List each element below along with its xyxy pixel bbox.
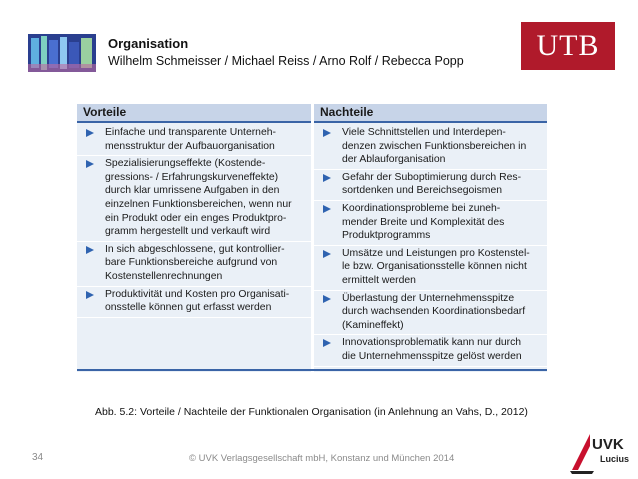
advantages-column <box>77 104 311 370</box>
advantage-item-line: gramm hergestellt und verkauft wird <box>105 226 271 238</box>
disadvantages-column <box>314 104 547 370</box>
disadvantage-item <box>314 335 547 366</box>
advantages-list <box>77 123 311 372</box>
advantage-item-line: In sich abgeschlossene, gut kontrollier- <box>105 243 285 255</box>
advantages-header: Vorteile <box>77 104 311 123</box>
org-thumbnail-icon <box>28 34 96 72</box>
disadvantage-item-line: Produktprogramms <box>342 230 431 242</box>
disadvantage-item-line: Viele Schnittstellen und Interdepen- <box>342 127 506 138</box>
advantage-item <box>77 242 311 287</box>
arrow-bullet-icon <box>86 246 94 254</box>
arrow-bullet-icon <box>86 291 94 299</box>
utb-logo: UTB <box>521 22 615 70</box>
figure-caption: Abb. 5.2: Vorteile / Nachteile der Funktionalen Organisation (in Anlehnung an Vahs, D., 2012) <box>95 406 528 418</box>
disadvantage-item-line: der Ablauforganisation <box>342 154 446 166</box>
disadvantage-item-line: (Kamineffekt) <box>342 319 404 331</box>
advantage-item-line: bare Funktionsbereiche aufgrund von <box>105 257 278 269</box>
advantage-item-line: durch klar umrissene Aufgaben in den <box>105 185 280 197</box>
lucius-logo-text: Lucius <box>600 454 630 464</box>
disadvantage-item <box>314 125 547 170</box>
advantage-item-line: Kostenstellenrechnungen <box>105 270 223 282</box>
arrow-bullet-icon <box>86 129 94 137</box>
arrow-bullet-icon <box>323 250 331 258</box>
copyright-footer: © UVK Verlagsgesellschaft mbH, Konstanz und München 2014 <box>189 453 455 464</box>
advantage-item <box>77 125 311 156</box>
disadvantage-item-line: Innovationsproblematik kann nur durch <box>342 337 522 349</box>
arrow-bullet-icon <box>323 339 331 347</box>
advantage-item-line: Spezialisierungseffekte (Kostende- <box>105 158 266 170</box>
page-number: 34 <box>32 452 44 463</box>
disadvantages-header: Nachteile <box>314 104 547 123</box>
disadvantage-item-line: Umsätze und Leistungen pro Kostenstel- <box>342 247 530 259</box>
arrow-bullet-icon <box>323 174 331 182</box>
disadvantage-item <box>314 170 547 201</box>
advantage-item-line: Produktivität und Kosten pro Organisati- <box>105 288 290 300</box>
advantage-item-line: onsstelle können gut erfasst werden <box>105 302 272 314</box>
disadvantage-item-line: Koordinationsprobleme bei zuneh- <box>342 202 501 214</box>
pros-cons-table <box>77 104 547 370</box>
disadvantage-item-line: Überlastung der Unternehmensspitze <box>342 292 515 304</box>
advantage-item-line: ein Produkt oder ein enges Produktpro- <box>105 212 287 224</box>
disadvantage-item-line: Gefahr der Suboptimierung durch Res- <box>342 171 522 183</box>
advantage-item <box>77 156 311 242</box>
presentation-title: Organisation <box>108 36 189 51</box>
advantage-item-line: gressions- / Erfahrungskurveneffekte) <box>105 171 279 183</box>
disadvantage-item <box>314 246 547 291</box>
disadvantage-item-line: mender Breite und Komplexität des <box>342 216 505 228</box>
advantage-item <box>77 287 311 318</box>
disadvantage-item-line: le bzw. Organisationsstelle können nicht <box>342 261 527 273</box>
uvk-logo-text: UVK <box>592 436 624 453</box>
disadvantage-item-line: durch wachsenden Koordinationsbedarf <box>342 306 526 318</box>
arrow-bullet-icon <box>323 129 331 137</box>
disadvantage-item-line: ermittelt werden <box>342 274 416 286</box>
table-bottom-rule <box>77 369 547 371</box>
disadvantage-item-line: denzen zwischen Funktionsbereichen in <box>342 140 527 152</box>
disadvantage-item-line: die Unternehmensspitze gelöst werden <box>342 350 522 362</box>
disadvantage-item <box>314 201 547 246</box>
arrow-bullet-icon <box>323 205 331 213</box>
advantage-item-line: mensstruktur der Aufbauorganisation <box>105 140 275 152</box>
advantage-item-line: Einfache und transparente Unterneh- <box>105 127 276 138</box>
disadvantage-item <box>314 291 547 336</box>
advantage-item-line: einzelnen Funktionsbereichen, wenn nur <box>105 198 292 210</box>
disadvantages-list <box>314 123 547 372</box>
disadvantage-item-line: sortdenken und Bereichsegoismen <box>342 185 502 197</box>
authors-line: Wilhelm Schmeisser / Michael Reiss / Arno Rolf / Rebecca Popp <box>108 54 464 68</box>
arrow-bullet-icon <box>323 295 331 303</box>
arrow-bullet-icon <box>86 160 94 168</box>
